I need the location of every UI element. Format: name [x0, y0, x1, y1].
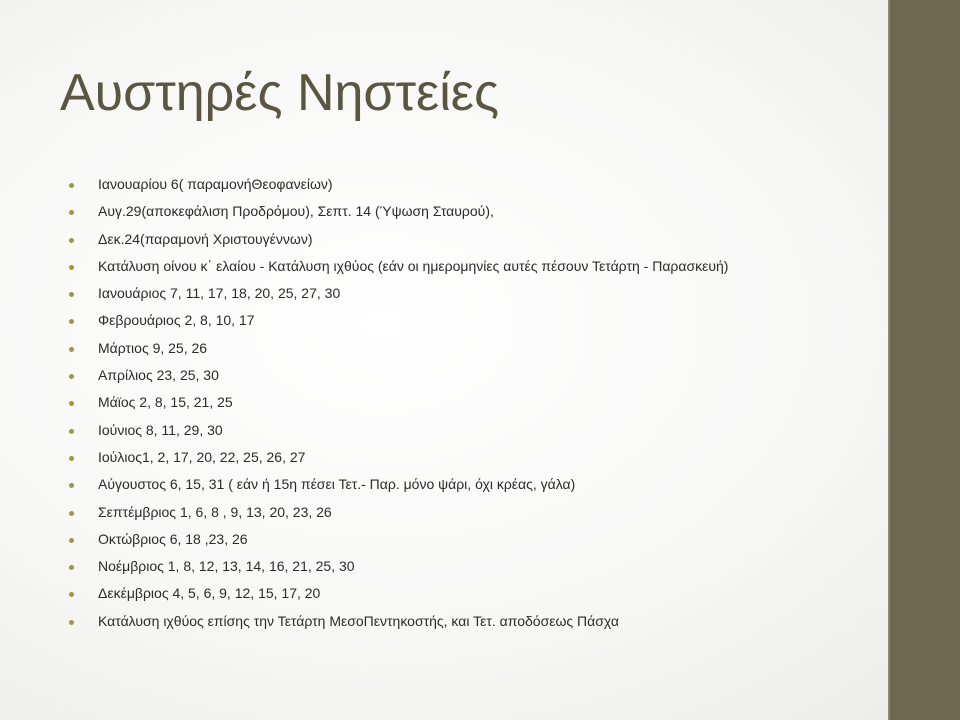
list-item-text: Δεκέμβριος 4, 5, 6, 9, 12, 15, 17, 20	[98, 585, 321, 602]
list-item-text: Μάϊος 2, 8, 15, 21, 25	[98, 394, 233, 411]
list-item	[68, 417, 828, 444]
round-bullet-icon	[69, 210, 74, 215]
list-item	[68, 526, 828, 553]
slide-title: Αυστηρές Νηστείες	[60, 64, 500, 122]
list-item-text: Σεπτέμβριος 1, 6, 8 , 9, 13, 20, 23, 26	[98, 503, 332, 520]
list-item-text: Αύγουστος 6, 15, 31 ( εάν ή 15η πέσει Τετ.- Παρ. μόνο ψάρι, όχι κρέας, γάλα)	[98, 476, 576, 493]
list-item	[68, 444, 828, 471]
list-item	[68, 335, 828, 362]
list-item	[68, 471, 828, 498]
list-item-text: Δεκ.24(παραμονή Χριστουγέννων)	[98, 230, 313, 247]
round-bullet-icon	[69, 483, 74, 488]
round-bullet-icon	[69, 511, 74, 516]
round-bullet-icon	[69, 238, 74, 243]
list-item	[68, 608, 828, 635]
round-bullet-icon	[69, 456, 74, 461]
list-item	[68, 362, 828, 389]
round-bullet-icon	[69, 292, 74, 297]
round-bullet-icon	[69, 265, 74, 270]
list-item	[68, 280, 828, 307]
list-item-text: Ιούλιος1, 2, 17, 20, 22, 25, 26, 27	[98, 448, 306, 465]
round-bullet-icon	[69, 429, 74, 434]
list-item	[68, 253, 828, 280]
side-accent-bar	[890, 0, 960, 720]
list-item-text: Νοέμβριος 1, 8, 12, 13, 14, 16, 21, 25, 30	[98, 558, 355, 575]
round-bullet-icon	[69, 538, 74, 543]
list-item-text: Φεβρουάριος 2, 8, 10, 17	[98, 312, 255, 329]
round-bullet-icon	[69, 183, 74, 188]
list-item	[68, 553, 828, 580]
list-item-text: Κατάλυση ιχθύος επίσης την Τετάρτη ΜεσοΠεντηκοστής, και Τετ. αποδόσεως Πάσχα	[98, 612, 619, 629]
list-item-text: Αυγ.29(αποκεφάλιση Προδρόμου), Σεπτ. 14 (Ύψωση Σταυρού),	[98, 203, 494, 220]
list-item-text: Κατάλυση οίνου κ΄ ελαίου - Κατάλυση ιχθύος (εάν οι ημερομηνίες αυτές πέσουν Τετάρτη - Παρασκευή)	[98, 257, 729, 274]
round-bullet-icon	[69, 401, 74, 406]
list-item-text: Οκτώβριος 6, 18 ,23, 26	[98, 530, 248, 547]
list-item	[68, 307, 828, 334]
round-bullet-icon	[69, 565, 74, 570]
bullet-list	[68, 171, 828, 635]
list-item	[68, 580, 828, 607]
list-item-text: Ιανουάριος 7, 11, 17, 18, 20, 25, 27, 30	[98, 285, 341, 302]
list-item-text: Μάρτιος 9, 25, 26	[98, 339, 208, 356]
round-bullet-icon	[69, 347, 74, 352]
round-bullet-icon	[69, 592, 74, 597]
list-item	[68, 499, 828, 526]
list-item	[68, 171, 828, 198]
list-item	[68, 198, 828, 225]
list-item-text: Απρίλιος 23, 25, 30	[98, 367, 219, 384]
list-item	[68, 389, 828, 416]
round-bullet-icon	[69, 319, 74, 324]
list-item-text: Ιανουαρίου 6( παραμονήΘεοφανείων)	[98, 176, 333, 192]
round-bullet-icon	[69, 374, 74, 379]
list-item-text: Ιούνιος 8, 11, 29, 30	[98, 421, 223, 438]
list-item	[68, 226, 828, 253]
round-bullet-icon	[69, 620, 74, 625]
